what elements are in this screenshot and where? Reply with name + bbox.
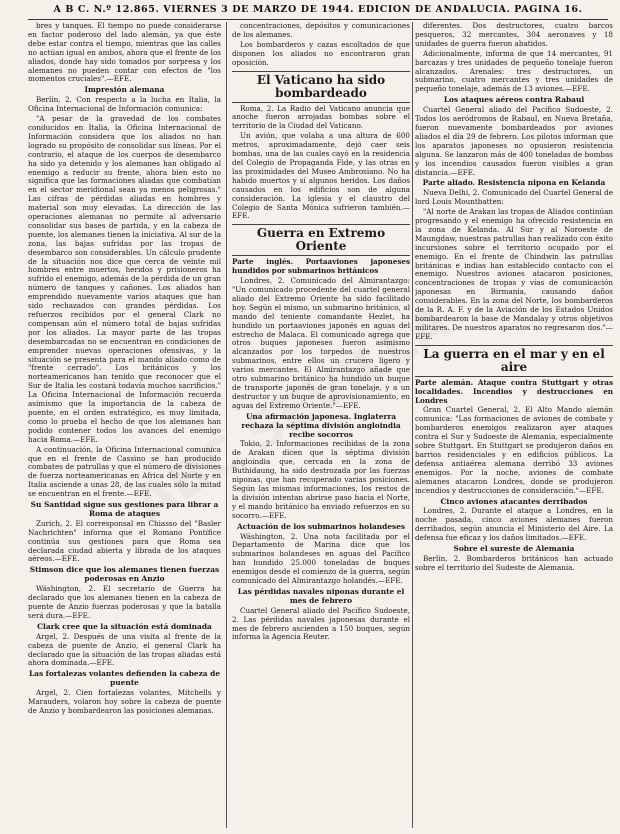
paragraph: Londres, 2. Comunicado del Almirantazgo: "Un comunicado procedente del cuartel general aliado del Extremo Oriente ha sido facilitado hoy. Según el mismo, un submarino británico, al mando del teniente comandante Hezlet, ha hundido un portaaviones japonés en aguas del estrecho de Malaca. El comunicado agrega que otros buques japoneses fueron asimismo alcanzados por los torpedos de nuestros submarinos, entre ellos un crucero ligero y varios mercantes. El Almirantazgo añade que otro submarino británico ha hundido un buque de transporte japonés de gran tonelaje, y a un destructor y un buque de aprovisionamiento, en aguas del Extremo Oriente."—EFE. xyxy=(232,276,410,410)
paragraph: diferentes. Dos destructores, cuatro barcos pesqueros, 32 mercantes, 304 aeronaves y 18 unidades de guerra fueron abatidos. xyxy=(415,22,613,48)
paragraph: Zurich, 2. El corresponsal en Chiasso del "Basler Nachrichten" informa que el Romano Pontífice continúa sus gestiones para que Roma sea declarada ciudad abierta y librada de los ataques aéreos.—EFE. xyxy=(28,518,221,564)
column-2 xyxy=(232,22,410,828)
paragraph: Londres, 2. Durante el ataque a Londres, en la noche pasada, cinco aviones alemanes fueron derribados, según anuncia el Ministerio del Aire. La defensa fue eficaz y los daños limitados.—EFE. xyxy=(415,506,613,543)
column-1 xyxy=(28,22,221,828)
article-headline: La guerra en el mar y en el aire xyxy=(415,345,613,377)
column-3 xyxy=(415,22,613,828)
subheading: Las pérdidas navales niponas durante el mes de febrero xyxy=(237,586,405,605)
paragraph: Tokio, 2. Informaciones recibidas de la zona de Arakan dicen que la séptima división angloindia que, cercada en la zona de Buthidaung, ha sido destrozada por las fuerzas niponas, que han recuperado varias posiciones. Según las mismas informaciones, los restos de la división intentan abrirse paso hacia el Norte, y el mando británico ha enviado refuerzos en su socorro.—EFE. xyxy=(232,439,410,520)
paragraph: Cuartel General aliado del Pacífico Sudoeste, 2. Todos los aeródromos de Rabaul, en Nueva Bretaña, fueron nuevamente bombardeados por aviones aliados el día 29 de febrero. Los pilotos informan que los aparatos japoneses no opusieron resistencia alguna. Se lanzaron más de 400 toneladas de bombas y los incendios causados fueron visibles a gran distancia.—EFE. xyxy=(415,105,613,177)
paragraph: A continuación, la Oficina Internacional comunica que en el frente de Cassino se han producido combates de patrullas y que el número de divisiones de fuerza norteamericanas en Africa del Norte y en Italia asciende a unas 28, de las cuales sólo la mitad se encuentran en el frente.—EFE. xyxy=(28,444,221,499)
paragraph: "Al norte de Arakan las tropas de Aliados continúan progresando y el enemigo ha ofrecido resistencia en la zona de Kelanda. Al Sur y al Noroeste de Maungdaw, nuestras patrullas han realizado con éxito incursiones sobre el territorio ocupado por el enemigo. En el frente de Chindwin las patrullas británicas e indias han establecido contacto con el enemigo. Nuestros aviones atacaron posiciones, concentraciones de tropas y vías de comunicación japonesas en Birmania, causando daños considerables. En la zona del Norte, los bombarderos de la R. A. F. y de la Aviación de los Estados Unidos bombardearon la base de Mandalay y otros objetivos militares. De nuestros aparatos no regresaron dos."—EFE. xyxy=(415,207,613,341)
paragraph: concentraciones, depósitos y comunicaciones de los alemanes. xyxy=(232,22,410,39)
paragraph: Adicionalmente, informa de que 14 mercantes, 91 barcazas y tres unidades de pequeño tonelaje fueron alcanzados. Arenales: tres destructores, un submarino, cuatro mercantes y tres unidades de pequeño tonelaje, además de 13 aviones.—EFE. xyxy=(415,48,613,94)
subheading: Impresión alemana xyxy=(84,85,165,95)
page-header: A B C. N.º 12.865. VIERNES 3 DE MARZO DE 1944. EDICION DE ANDALUCIA. PAGINA 16. xyxy=(53,4,583,15)
paragraph: Argel, 2. Cien fortalezas volantes, Mitchells y Marauders, volaron hoy sobre la cabeza de puente de Anzio y bombardearon las posiciones alemanas. xyxy=(28,688,221,715)
subheading: Actuación de los submarinos holandeses xyxy=(236,521,406,531)
article-headline: El Vaticano ha sido bombardeado xyxy=(232,71,410,103)
paragraph: Wáshington, 2. El secretario de Guerra ha declarado que los alemanes tienen en la cabeza de puente de Anzio fuerzas poderosas y que la batalla será dura.—EFE. xyxy=(28,584,221,620)
paragraph: Nueva Delhi, 2. Comunicado del Cuartel General de lord Louis Mountbatten: xyxy=(415,188,613,207)
subheading: Stimson dice que los alemanes tienen fuerzas poderosas en Anzio xyxy=(29,565,220,584)
subheading: Su Santidad sigue sus gestiones para librar a Roma de ataques xyxy=(30,500,219,518)
paragraph: Berlín, 2. Bombarderos británicos han actuado sobre el territorio del Sudeste de Alemania. xyxy=(415,553,613,572)
paragraph: Gran Cuartel General, 2. El Alto Mando alemán comunica: "Las formaciones de aviones de combate y bombarderos enemigos realizaron ayer ataques contra el Sur y Sudoeste de Alemania, especialmente sobre Stuttgart. En Stuttgart se produjeron daños en barrios residenciales y en edificios públicos. La defensa antiaérea alemana derribó 33 aviones enemigos. Por la noche, aviones de combate alemanes atacaron Londres, donde se produjeron incendios y destrucciones de consideración."—EFE. xyxy=(415,405,613,495)
paragraph: Roma, 2. La Radio del Vaticano anuncia que anoche fueron arrojadas bombas sobre el territorio de la Ciudad del Vaticano. xyxy=(232,103,410,131)
header-rule xyxy=(28,19,608,20)
subheading: Los ataques aéreos contra Rabaul xyxy=(443,95,585,105)
paragraph: Los bombarderos y cazas escoltados de que disponen los aliados no encontraron gran oposición. xyxy=(232,39,410,67)
article-lede: Parte alemán. Ataque contra Stuttgart y otras localidades. Incendios y destrucciones en Londres xyxy=(415,377,613,405)
column-separator xyxy=(412,22,413,828)
article-headline: Guerra en Extremo Oriente xyxy=(232,224,410,256)
paragraph: Un avión, que volaba a una altura de 600 metros, aproximadamente, dejó caer seis bombas, una de las cuales cayó en la residencia del Colegio de Propaganda Fide, y las otras en las proximidades del Museo Ambrosiano. No ha habido muertos y sí algunos heridos. Los daños causados en los edificios son de alguna consideración. La iglesia y el claustro del Colegio de Santa Mónica sufrieron también.—EFE. xyxy=(232,131,410,221)
subheading: Las fortalezas volantes defienden la cabeza de puente xyxy=(28,669,221,688)
paragraph: Berlín, 2. Con respecto a la lucha en Italia, la Oficina Internacional de Información comunica: xyxy=(28,95,221,114)
column-separator xyxy=(226,22,227,828)
article-lede: Parte inglés. Portaaviones japoneses hundidos por submarinos británicos xyxy=(232,257,410,276)
paragraph: Cuartel General aliado del Pacífico Sudoeste, 2. Las pérdidas navales japonesas durante el mes de febrero ascienden a 150 buques, según informa la Agencia Reuter. xyxy=(232,605,410,642)
subheading: Parte aliado. Resistencia nipona en Kelanda xyxy=(422,178,606,188)
paragraph: bres y tanques. El tiempo no puede considerarse en factor poderoso del lado alemán, ya que éste debe estar contra el tiempo, mientras que las calles no actúan igual en ambos, ahora que el frente de los aliados, donde hay sido tomados por sorpresa y los alemanes no pueden contar con efectos de "los momentos cruciales".—EFE. xyxy=(28,22,221,84)
paragraph: "A pesar de la gravedad de los combates conducidos en Italia, la Oficina Internacional de Información considera que los aliados no han logrado su propósito de consolidar sus líneas. Por el contrario, el ataque de los cuerpos de desembarco ha sido ya detenido y los alemanes han obligado al enemigo a reducir su frente, ahora bien esto no significa que las formaciones aliadas que combatían en el sector meridional sean ya menos peligrosas." Las cifras de pérdidas aliadas en hombres y material son muy elevadas. La dirección de las operaciones alemanas no permite al adversario consolidar sus bases de partida, y en la cabeza de puente, los alemanes tienen la iniciativa. Al sur de la zona, las bajas sufridas por las tropas de desembarco son considerables. Un cálculo prudente de la situación nos dice que cerca de veinte mil hombres entre muertos, heridos y prisioneros ha sufrido el enemigo, además de la pérdida de un gran número de tanques y cañones. Los aliados han emprendido nuevamente varios ataques que han sido rechazados con grandes pérdidas. Los refuerzos recibidos por el general Clark no compensan aún el número total de bajas sufridas por los aliados. La mayor parte de las tropas desembarcadas no se encuentran en condiciones de emprender nuevas operaciones ofensivas, y la situación se presenta para el mando aliado como de "frente cerrado". Los británicos y los norteamericanos han tenido que reconocer que el Sur de Italia les costará todavía muchos sacrificios." La Oficina Internacional de Información recuerda asimismo que la importancia de la cabeza de puente, en el orden estratégico, es muy limitada, como lo prueba el hecho de que los alemanes han podido contener todos los avances del enemigo hacia Roma.—EFE. xyxy=(28,114,221,444)
subheading: Sobre el sureste de Alemania xyxy=(453,544,575,554)
paragraph: Argel, 2. Después de una visita al frente de la cabeza de puente de Anzio, el general Clark ha declarado que la situación de las tropas aliadas está ahora dominada.—EFE. xyxy=(28,631,221,668)
subheading: Cinco aviones atacantes derribados xyxy=(440,496,588,506)
subheading: Clark cree que la situación está dominada xyxy=(37,621,212,631)
paragraph: Wáshington, 2. Una nota facilitada por el Departamento de Marina dice que los submarinos holandeses en aguas del Pacífico han hundido 25.000 toneladas de buques enemigos desde el comienzo de la guerra, según comunicado del Almirantazgo holandés.—EFE. xyxy=(232,531,410,586)
subheading: Una afirmación japonesa. Inglaterra rechaza la séptima división angloindia recibe socorros xyxy=(241,411,401,439)
